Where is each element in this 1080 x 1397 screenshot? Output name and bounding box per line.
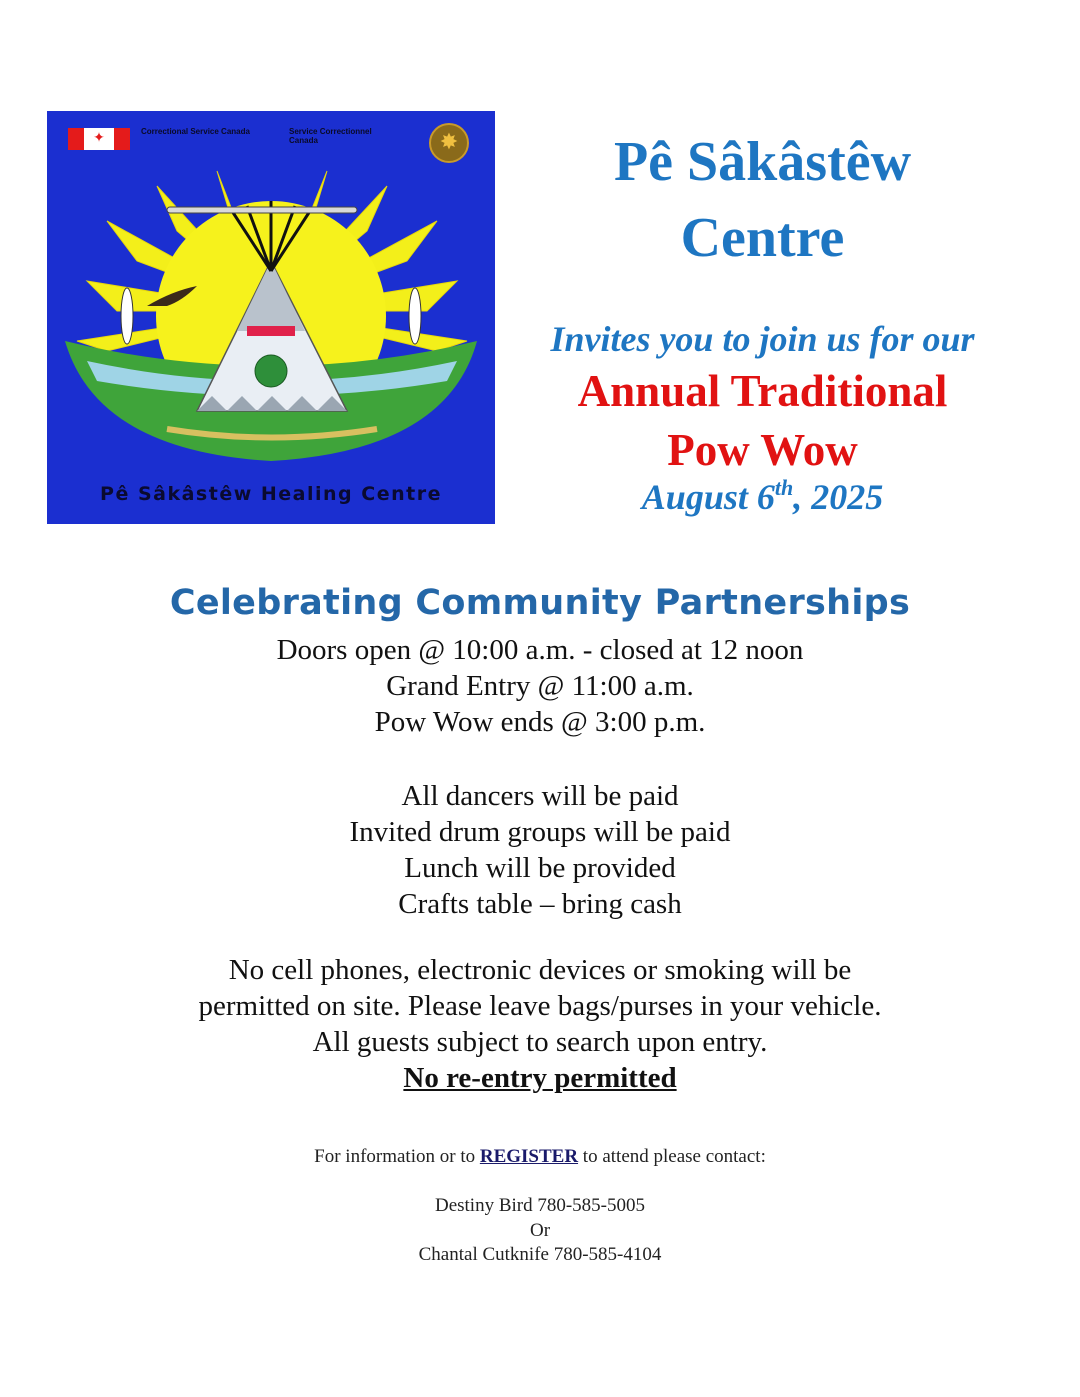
canada-flag-icon: ✦ xyxy=(68,128,130,150)
amenity-item: All dancers will be paid xyxy=(401,780,679,812)
amenity-item: Invited drum groups will be paid xyxy=(349,816,731,848)
event-name-line1: Annual Traditional xyxy=(577,366,948,416)
section-heading: Celebrating Community Partnerships xyxy=(169,583,911,623)
event-date-suffix: th xyxy=(774,475,794,500)
rules-list xyxy=(0,952,1080,1096)
schedule-item: Pow Wow ends @ 3:00 p.m. xyxy=(374,706,706,738)
schedule-item: Grand Entry @ 11:00 a.m. xyxy=(386,670,694,702)
register-link[interactable]: REGISTER xyxy=(479,1146,579,1167)
rule-line: No cell phones, electronic devices or smoking will be xyxy=(228,954,852,986)
healing-centre-logo xyxy=(47,111,495,524)
event-name-line2: Pow Wow xyxy=(667,425,858,475)
amenity-item: Lunch will be provided xyxy=(404,852,676,884)
corrections-crest-icon: ✸ xyxy=(429,123,469,163)
rule-line: permitted on site. Please leave bags/purses in your vehicle. xyxy=(198,990,882,1022)
centre-title-line2: Centre xyxy=(680,207,845,269)
schedule-item: Doors open @ 10:00 a.m. - closed at 12 noon xyxy=(276,634,804,666)
event-date-year: , 2025 xyxy=(793,477,884,517)
contact-intro xyxy=(0,1146,1080,1168)
schedule-list xyxy=(0,632,1080,740)
amenity-item: Crafts table – bring cash xyxy=(398,888,682,920)
contact-suffix: to attend please contact: xyxy=(582,1146,766,1167)
invite-text: Invites you to join us for our xyxy=(550,319,975,359)
logo-artwork xyxy=(47,111,495,524)
contact-or: Or xyxy=(529,1220,551,1241)
event-date-day: August 6 xyxy=(641,477,775,517)
amenities-list xyxy=(0,778,1080,922)
logo-government-english: Correctional Service Canada xyxy=(141,127,250,136)
no-reentry-notice: No re-entry permitted xyxy=(403,1062,677,1094)
contact-person-1: Destiny Bird 780-585-5005 xyxy=(434,1195,646,1216)
logo-caption: Pê Sâkâstêw Healing Centre xyxy=(100,483,442,505)
contact-person-2: Chantal Cutknife 780-585-4104 xyxy=(418,1244,662,1265)
contact-prefix: For information or to xyxy=(314,1146,476,1167)
logo-government-french: Service Correctionnel Canada xyxy=(289,127,372,145)
event-date xyxy=(500,476,1025,518)
rule-line: All guests subject to search upon entry. xyxy=(312,1026,768,1058)
centre-title-line1: Pê Sâkâstêw xyxy=(613,131,912,193)
